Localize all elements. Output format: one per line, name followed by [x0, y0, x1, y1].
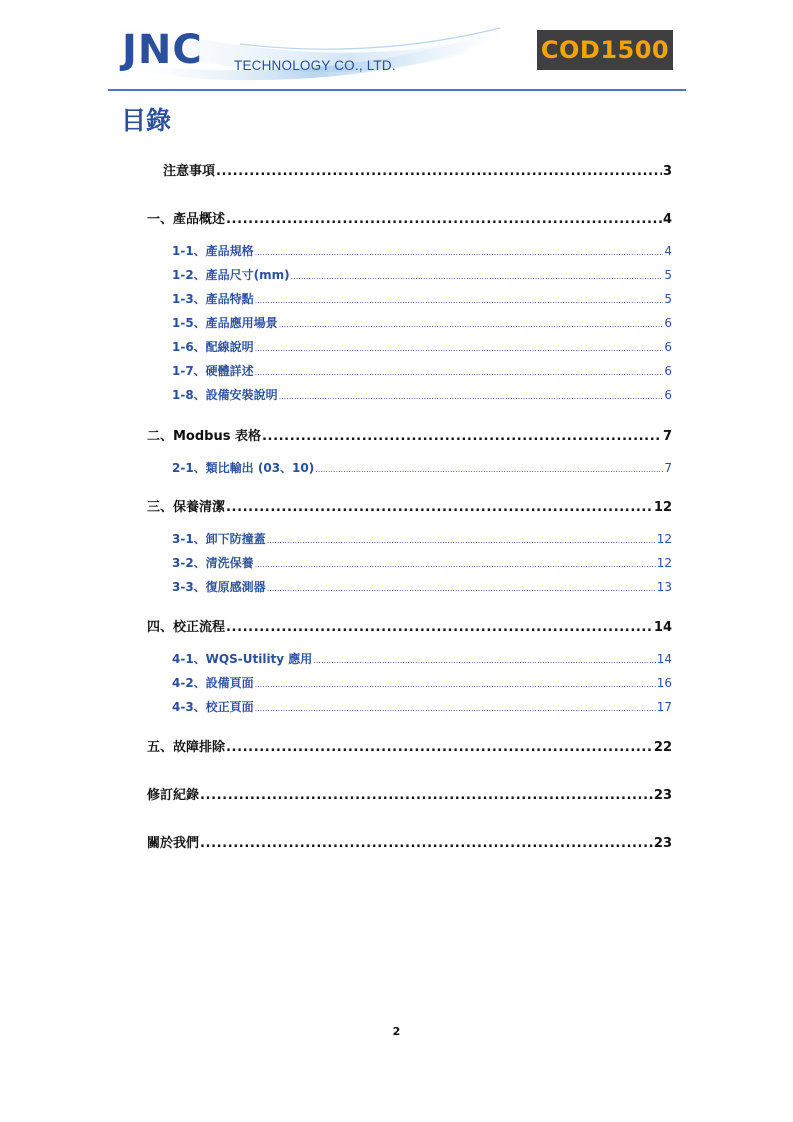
toc-subsection-entry[interactable] [172, 362, 672, 382]
toc-entry-page: 7 [662, 429, 672, 444]
toc-leader-dots [255, 296, 664, 305]
toc-entry-title: 1-7、硬體詳述 [172, 364, 254, 378]
toc-section-entry[interactable] [147, 496, 672, 516]
toc-entry-title: 1-3、產品特點 [172, 292, 254, 306]
toc-section-entry[interactable] [147, 736, 672, 756]
toc-section-entry[interactable] [147, 208, 672, 228]
toc-entry-title: 3-3、復原感測器 [172, 580, 266, 594]
toc-entry-page: 14 [656, 652, 672, 666]
toc-subsection-entry[interactable] [172, 314, 672, 334]
toc-entry-page: 22 [653, 740, 672, 755]
toc-title: 目錄 [121, 106, 172, 135]
toc-entry-page: 6 [664, 388, 672, 402]
toc-entry-title: 關於我們 [147, 836, 200, 851]
header-divider [108, 89, 686, 91]
toc-subsection-entry[interactable] [172, 386, 672, 406]
toc-entry-page: 4 [662, 212, 672, 227]
page-header [0, 0, 793, 100]
toc-leader-dots [216, 164, 662, 179]
toc-subsection-entry[interactable] [172, 698, 672, 718]
toc-subsection-entry[interactable] [172, 578, 672, 598]
toc-subsection-entry[interactable] [172, 459, 672, 479]
toc-entry-title: 1-8、設備安裝說明 [172, 388, 278, 402]
toc-leader-dots [279, 392, 664, 401]
toc-leader-dots [255, 344, 664, 353]
toc-leader-dots [226, 620, 653, 635]
toc-leader-dots [200, 788, 653, 803]
toc-entry-title: 4-3、校正頁面 [172, 700, 254, 714]
toc-entry-page: 17 [656, 700, 672, 714]
brand-subtitle: TECHNOLOGY CO., LTD. [234, 58, 396, 73]
toc-entry-page: 23 [653, 836, 672, 851]
toc-leader-dots [255, 368, 664, 377]
toc-subsection-entry[interactable] [172, 530, 672, 550]
toc-entry-page: 23 [653, 788, 672, 803]
toc-entry-page: 5 [664, 292, 672, 306]
toc-entry-title: 修訂紀錄 [147, 788, 200, 803]
toc-leader-dots [255, 248, 664, 257]
toc-subsection-entry[interactable] [172, 554, 672, 574]
toc-entry-page: 3 [662, 164, 672, 179]
toc-leader-dots [226, 212, 662, 227]
brand-logo-text: JNC [122, 27, 203, 73]
toc-entry-page: 12 [656, 532, 672, 546]
toc-entry-title: 3-1、卸下防撞蓋 [172, 532, 266, 546]
toc-subsection-entry[interactable] [172, 242, 672, 262]
toc-leader-dots [226, 500, 653, 515]
toc-subsection-entry[interactable] [172, 338, 672, 358]
toc-leader-dots [267, 536, 656, 545]
toc-leader-dots [200, 836, 653, 851]
toc-subsection-entry[interactable] [172, 266, 672, 286]
toc-entry-title: 4-1、WQS-Utility 應用 [172, 652, 313, 666]
toc-entry-page: 6 [664, 340, 672, 354]
page-number: 2 [392, 1025, 401, 1038]
toc-entry-page: 14 [653, 620, 672, 635]
toc-entry-title: 四、校正流程 [147, 620, 226, 635]
toc-entry-title: 1-6、配線說明 [172, 340, 254, 354]
toc-entry-page: 12 [656, 556, 672, 570]
toc-entry-title: 五、故障排除 [147, 740, 226, 755]
toc-leader-dots [262, 429, 662, 444]
toc-leader-dots [313, 656, 655, 665]
toc-leader-dots [255, 680, 656, 689]
toc-leader-dots [315, 465, 663, 474]
toc-section-entry[interactable] [163, 160, 672, 180]
toc-section-entry[interactable] [147, 616, 672, 636]
toc-leader-dots [255, 704, 656, 713]
toc-leader-dots [267, 584, 656, 593]
toc-leader-dots [255, 560, 656, 569]
toc-subsection-entry[interactable] [172, 290, 672, 310]
toc-leader-dots [279, 320, 664, 329]
toc-entry-title: 3-2、清洗保養 [172, 556, 254, 570]
toc-section-entry[interactable] [147, 832, 672, 852]
toc-entry-title: 1-1、產品規格 [172, 244, 254, 258]
toc-entry-page: 5 [664, 268, 672, 282]
toc-leader-dots [291, 272, 664, 281]
toc-entry-page: 7 [664, 461, 672, 475]
toc-entry-page: 16 [656, 676, 672, 690]
toc-entry-title: 三、保養清潔 [147, 500, 226, 515]
toc-subsection-entry[interactable] [172, 674, 672, 694]
toc-leader-dots [226, 740, 653, 755]
toc-section-entry[interactable] [147, 425, 672, 445]
toc-entry-title: 2-1、類比輸出 (03、10) [172, 461, 315, 475]
brand-swoosh-graphic [0, 0, 793, 100]
toc-entry-title: 二、Modbus 表格 [147, 429, 261, 444]
toc-entry-page: 6 [664, 316, 672, 330]
toc-subsection-entry[interactable] [172, 650, 672, 670]
toc-entry-title: 一、產品概述 [147, 212, 226, 227]
toc-entry-title: 4-2、設備頁面 [172, 676, 254, 690]
toc-entry-page: 4 [664, 244, 672, 258]
toc-entry-title: 1-5、產品應用場景 [172, 316, 278, 330]
model-badge: COD1500 [537, 30, 673, 70]
toc-section-entry[interactable] [147, 784, 672, 804]
toc-entry-page: 13 [656, 580, 672, 594]
toc-entry-title: 1-2、產品尺寸(mm) [172, 268, 290, 282]
toc-entry-title: 注意事項 [163, 164, 216, 179]
toc-entry-page: 6 [664, 364, 672, 378]
toc-entry-page: 12 [653, 500, 672, 515]
